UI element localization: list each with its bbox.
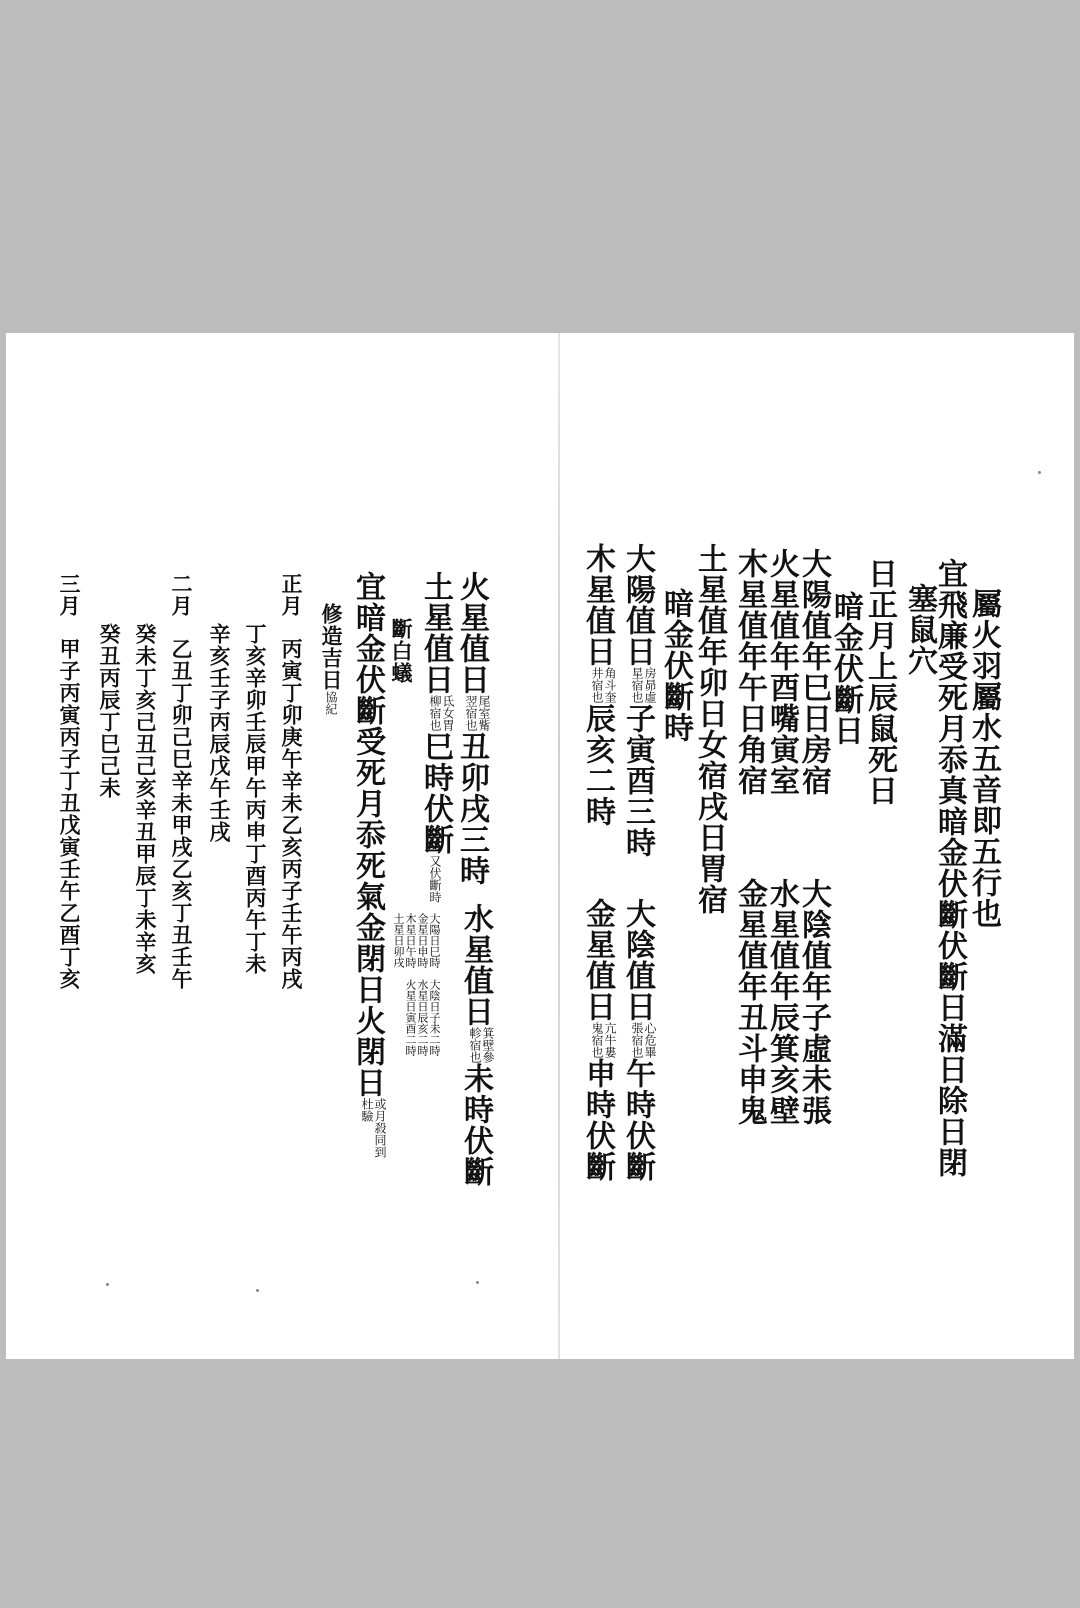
scan-speck xyxy=(106,1283,109,1286)
interlinear-note: 角斗奎 井宿也 xyxy=(590,667,617,703)
text-column: 木星值年午日角宿 xyxy=(732,548,767,796)
scan-speck xyxy=(1038,471,1041,474)
interlinear-note: 箕壁參 軫宿也 xyxy=(468,1027,495,1063)
right-page xyxy=(562,333,1074,1359)
interlinear-note: 心危畢 張宿也 xyxy=(630,1022,657,1058)
text-segment: 水星值日 xyxy=(458,903,493,1027)
text-column xyxy=(620,543,658,858)
month-heading: 正月 xyxy=(279,573,304,617)
text-column xyxy=(458,903,496,1187)
text-column: 癸未丁亥己丑己亥辛丑甲辰丁未辛亥 xyxy=(133,623,158,975)
month-heading: 二月 xyxy=(169,573,194,617)
text-segment: 丑卯戌三時 xyxy=(454,731,489,886)
interlinear-note: 亢牛婁 鬼宿也 xyxy=(590,1022,617,1058)
text-column xyxy=(314,603,348,715)
left-page xyxy=(6,333,554,1359)
text-segment: 未時伏斷 xyxy=(458,1063,493,1187)
text-column: 暗金伏斷日 xyxy=(828,591,863,746)
text-column: 大陰值年子虛未張 xyxy=(796,878,831,1126)
text-column: 暗金伏斷時 xyxy=(658,588,693,743)
text-segment: 子寅酉三時 xyxy=(620,703,655,858)
text-column: 斷白蟻 xyxy=(389,618,414,684)
interlinear-note: 或月殺同到 杜驗 xyxy=(360,1098,387,1158)
interlinear-note: 房昴虛 星宿也 xyxy=(630,667,657,703)
text-column xyxy=(350,571,388,1158)
month-heading: 三月 xyxy=(57,573,82,617)
text-segment: 宜暗金伏斷受死月忝死氣金閉日火閉日 xyxy=(350,571,385,1098)
text-column: 甲子丙寅丙子丁丑戊寅壬午乙酉丁亥 xyxy=(57,638,82,990)
text-column xyxy=(418,571,456,903)
text-column xyxy=(454,571,492,886)
text-column: 癸丑丙辰丁巳己未 xyxy=(97,623,122,799)
text-column: 水星值年辰箕亥壁 xyxy=(764,878,799,1126)
text-column: 辛亥壬子丙辰戊午壬戌 xyxy=(207,623,232,843)
interlinear-note: 協紀 xyxy=(324,691,338,715)
text-column xyxy=(620,898,658,1182)
text-segment: 辰亥二時 xyxy=(580,703,615,827)
text-segment: 午時伏斷 xyxy=(620,1058,655,1182)
scanned-book-spread xyxy=(6,333,1074,1359)
text-segment: 大陽值日 xyxy=(620,543,655,667)
text-column: 塞鼠穴 xyxy=(902,583,937,676)
text-segment: 大陰值日 xyxy=(620,898,655,1022)
text-column: 丙寅丁卯庚午辛未乙亥丙子壬午丙戌 xyxy=(279,638,304,990)
text-segment: 土星值日 xyxy=(418,571,453,695)
text-column: 宜飛廉受死月忝真暗金伏斷伏斷日滿日除日閉 xyxy=(932,558,967,1178)
interlinear-note: 又伏斷時 xyxy=(428,855,442,903)
book-gutter xyxy=(558,333,560,1359)
scan-speck xyxy=(476,1281,479,1284)
interlinear-note: 氐女胃 柳宿也 xyxy=(428,695,455,731)
text-column: 土星值年卯日女宿戌日胃宿 xyxy=(692,543,727,915)
interlinear-note: 尾室觜 翌宿也 xyxy=(464,695,491,731)
text-segment: 木星值日 xyxy=(580,543,615,667)
text-segment: 修造吉日 xyxy=(319,603,344,691)
text-column xyxy=(580,543,618,827)
text-segment: 申時伏斷 xyxy=(580,1058,615,1182)
text-column: 日正月上辰鼠死日 xyxy=(862,558,897,806)
text-column: 火星值年酉嘴寅室 xyxy=(764,548,799,796)
text-column: 丁亥辛卯壬辰甲午丙申丁酉丙午丁未 xyxy=(243,623,268,975)
text-column xyxy=(580,898,618,1182)
text-column: 屬火羽屬水五音即五行也 xyxy=(966,588,1001,929)
text-segment: 巳時伏斷 xyxy=(418,731,453,855)
text-column: 大陽值年巳日房宿 xyxy=(796,548,831,796)
text-column: 乙丑丁卯己巳辛未甲戌乙亥丁丑壬午 xyxy=(169,638,194,990)
text-column: 金星值年丑斗申鬼 xyxy=(732,878,767,1126)
text-segment: 金星值日 xyxy=(580,898,615,1022)
text-segment: 火星值日 xyxy=(454,571,489,695)
scan-speck xyxy=(256,1289,259,1292)
interlinear-note: 大陽日巳時 大陰日子未二時 金星日申時 水星日辰亥二時 木星日午時 火星日寅酉二時 土星日卯戌 xyxy=(392,913,441,1056)
